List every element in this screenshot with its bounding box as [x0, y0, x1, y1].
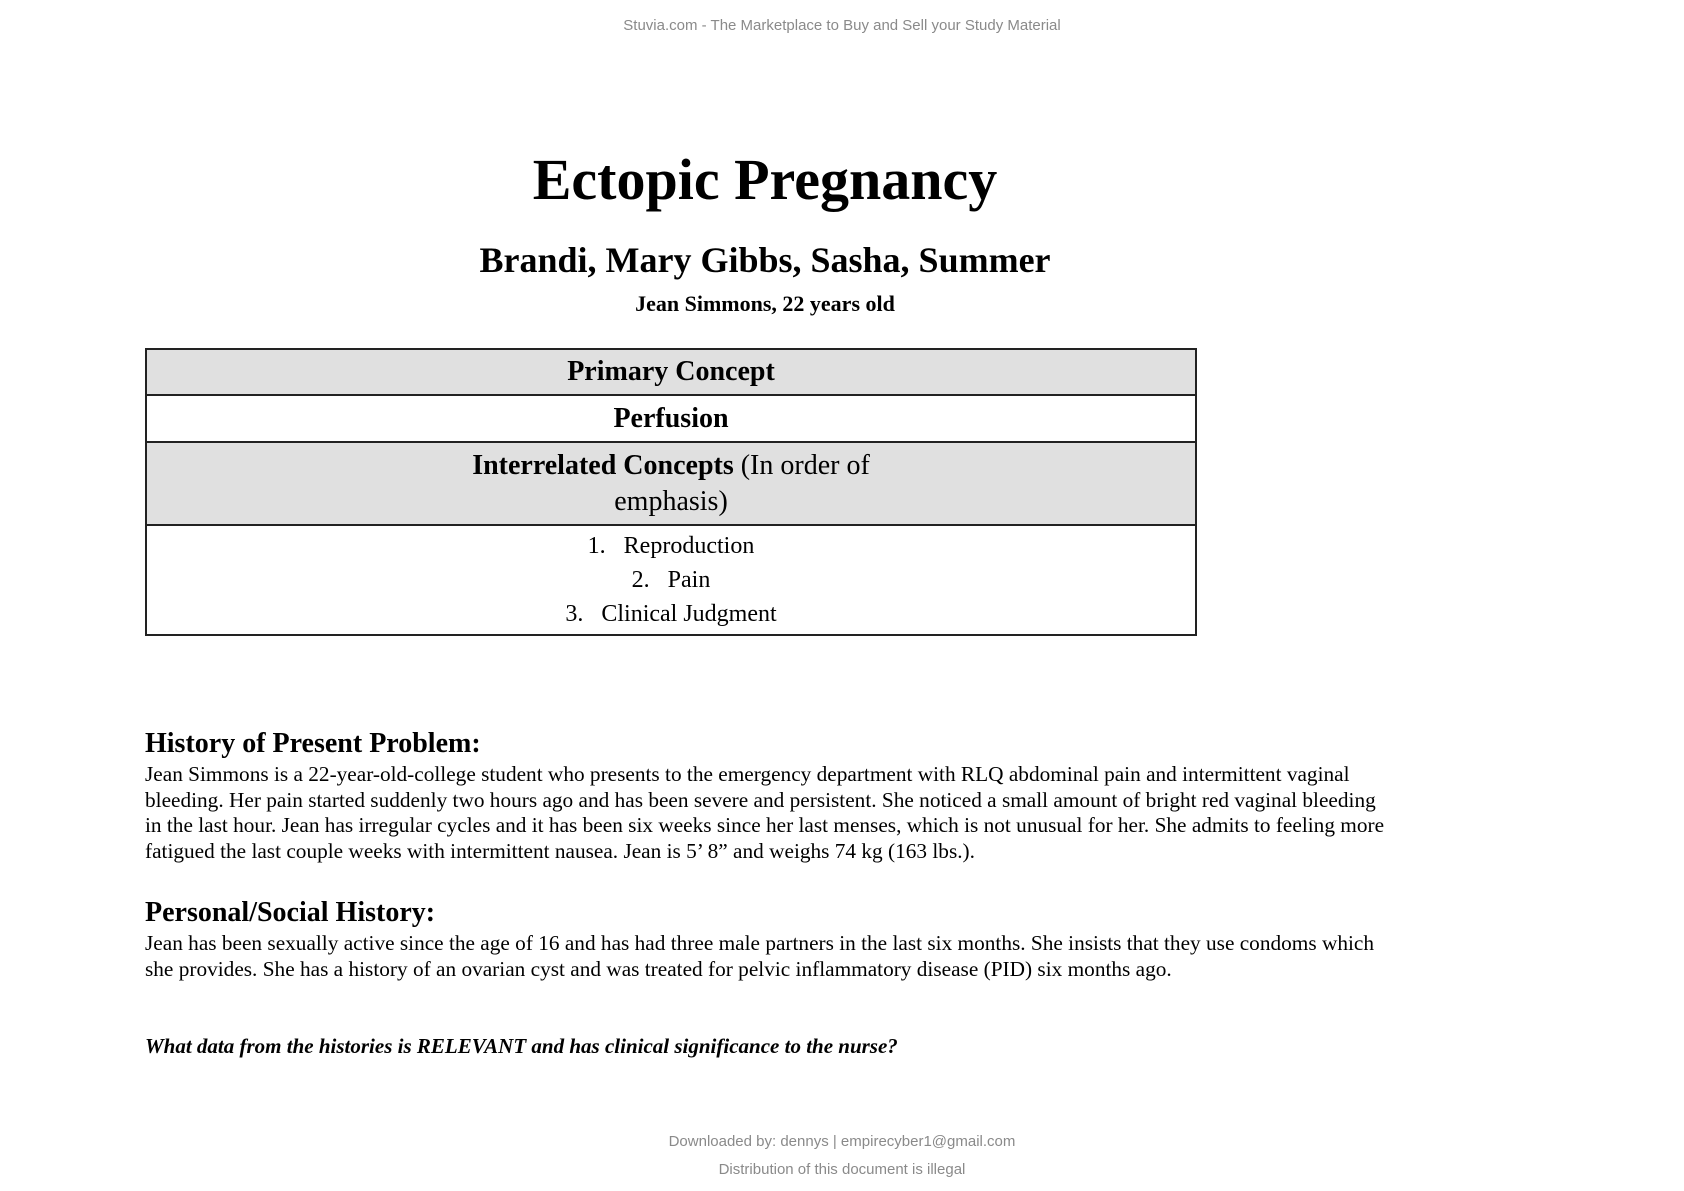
history-paragraph: Jean Simmons is a 22-year-old-college student who presents to the emergency department with RLQ abdominal pain and intermittent vaginal bleeding. Her pain started suddenly two hours ago and has been severe and persistent. She noticed a small amount of bright red vaginal bleeding in the last hour. Jean has irregular cycles and it has been six weeks since her last menses, which is not unusual for her. She admits to feeling more fatigued the last couple weeks with intermittent nausea. Jean is 5’ 8” and weighs 74 kg (163 lbs.).: [145, 762, 1385, 863]
list-item: [147, 529, 1195, 563]
list-label: Reproduction: [623, 533, 755, 559]
list-number: 3.: [565, 601, 584, 627]
authors-line: Brandi, Mary Gibbs, Sasha, Summer: [479, 240, 1051, 280]
list-item: [147, 563, 1195, 597]
question-prompt: What data from the histories is RELEVANT and has clinical significance to the nurse?: [145, 1034, 898, 1058]
interrelated-concepts-list-cell: [146, 525, 1196, 635]
social-heading: Personal/Social History:: [145, 897, 436, 928]
list-number: 1.: [587, 533, 606, 559]
list-item: [147, 597, 1195, 631]
watermark-top: Stuvia.com - The Marketplace to Buy and Sell your Study Material: [623, 17, 1061, 34]
document-title: Ectopic Pregnancy: [532, 147, 998, 212]
primary-concept-value: Perfusion: [146, 395, 1196, 442]
footer-downloaded: Downloaded by: dennys | empirecyber1@gmail.com: [668, 1133, 1016, 1150]
list-number: 2.: [631, 567, 650, 593]
primary-concept-header: Primary Concept: [146, 349, 1196, 395]
interrelated-concepts-label: Interrelated Concepts: [472, 449, 734, 481]
history-heading: History of Present Problem:: [145, 728, 481, 759]
concept-table: [145, 348, 1197, 636]
interrelated-concepts-list: [147, 529, 1195, 631]
social-paragraph: Jean has been sexually active since the age of 16 and has had three male partners in the last six months. She insists that they use condoms which she provides. She has a history of an ovarian cyst and was treated for pelvic inflammatory disease (PID) six months ago.: [145, 931, 1374, 981]
interrelated-concepts-note: (In order of emphasis): [614, 449, 870, 517]
list-label: Clinical Judgment: [601, 601, 777, 627]
interrelated-concepts-header: [146, 442, 1196, 525]
patient-line: Jean Simmons, 22 years old: [635, 291, 895, 316]
list-label: Pain: [667, 567, 711, 593]
footer-distribution: Distribution of this document is illegal: [718, 1161, 966, 1178]
